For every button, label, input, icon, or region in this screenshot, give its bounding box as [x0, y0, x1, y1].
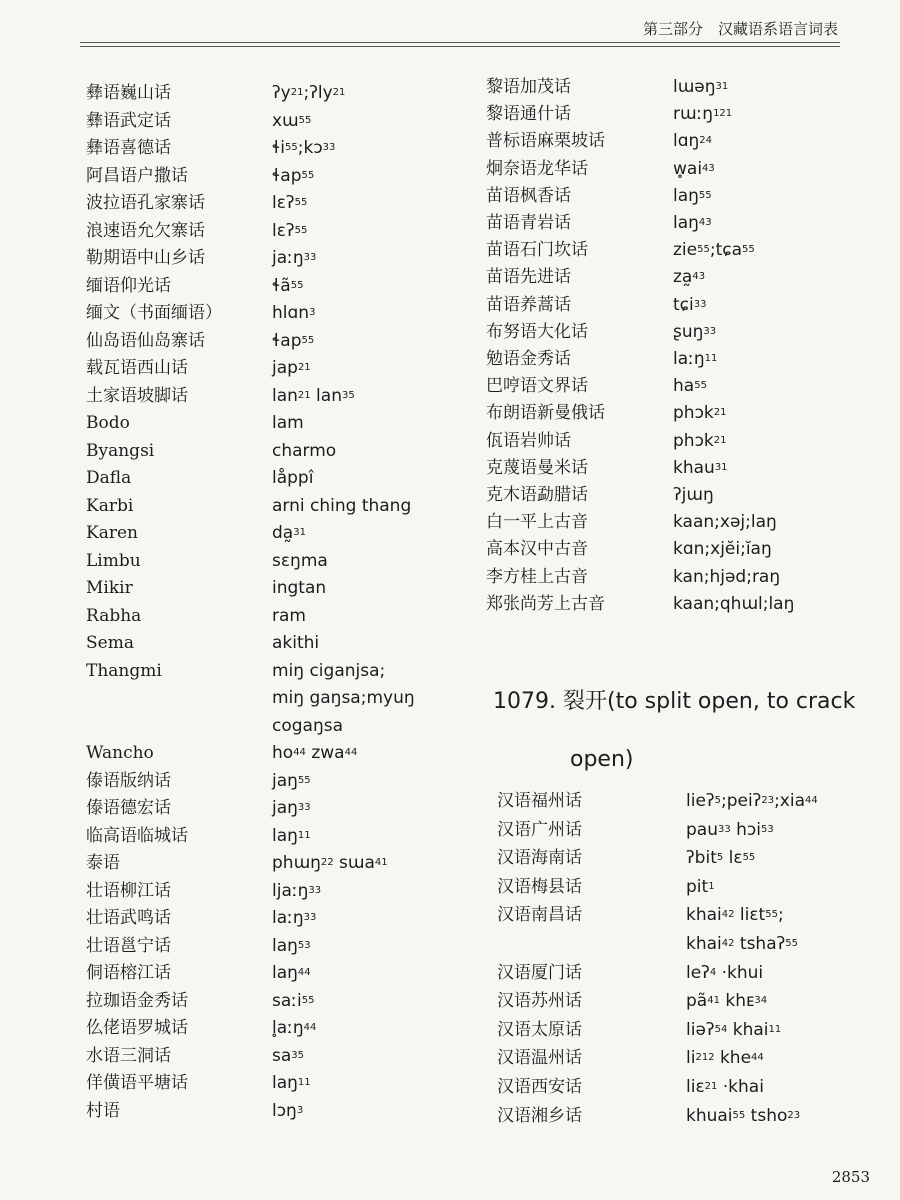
word-form: ɬi$^{55}$;kɔ$^{33}$ — [272, 138, 336, 158]
language-name: 布朗语新曼俄话 — [486, 403, 605, 424]
language-name: 汉语福州话 — [497, 791, 582, 811]
word-form: lɛʔ$^{55}$ — [272, 220, 308, 241]
word-form: ɬap$^{55}$ — [272, 165, 315, 186]
word-form: charmo — [272, 440, 337, 461]
word-form: liɛ$^{21}$ ·khai — [686, 1077, 764, 1097]
language-name: 缅文（书面缅语） — [86, 303, 222, 323]
language-name: 佤语岩帅话 — [486, 430, 571, 451]
language-name: 汉语厦门话 — [497, 962, 582, 983]
word-form: lam — [272, 413, 304, 433]
word-form: saːi$^{55}$ — [272, 990, 315, 1011]
word-form: ʔy$^{21}$;ʔly$^{21}$ — [272, 83, 346, 103]
language-name: 阿昌语户撒话 — [86, 165, 188, 186]
language-name: 傣语版纳话 — [86, 770, 171, 791]
language-name: 傣语德宏话 — [86, 798, 171, 818]
language-name: Bodo — [86, 413, 130, 433]
word-form: ɬã$^{55}$ — [272, 275, 304, 296]
language-name: 黎语通什话 — [486, 104, 571, 125]
language-name: 苗语先进话 — [486, 267, 571, 288]
page-number: 2853 — [831, 1168, 870, 1186]
header-rule — [80, 42, 840, 43]
word-form: jaːŋ$^{33}$ — [272, 248, 317, 268]
language-name: Limbu — [86, 550, 141, 571]
language-name: 黎语加茂话 — [486, 77, 571, 97]
word-form: phɔk$^{21}$ — [673, 403, 727, 424]
language-name: 李方桂上古音 — [486, 566, 588, 587]
word-form: pit$^1$ — [686, 876, 715, 897]
language-name: 苗语青岩话 — [486, 213, 571, 233]
language-name: Byangsi — [86, 440, 155, 461]
word-form: lieʔ$^5$;peiʔ$^{23}$;xia$^{44}$ — [686, 791, 818, 811]
word-form: jaŋ$^{33}$ — [272, 798, 311, 818]
word-form: jaŋ$^{55}$ — [272, 770, 311, 791]
language-name: 高本汉中古音 — [486, 539, 588, 560]
language-name: 汉语海南话 — [497, 848, 582, 869]
word-form: ʔjɯŋ — [673, 485, 714, 505]
section-heading-cont: open) — [570, 747, 634, 772]
language-name: 汉语广州话 — [497, 819, 582, 840]
language-name: 壮语邕宁话 — [86, 935, 171, 956]
word-form: kaan;qhɯl;laŋ — [673, 593, 795, 614]
word-form: $ho^{44}$ zwa$^{44}$ — [272, 743, 358, 763]
language-name: 苗语养蒿话 — [486, 294, 571, 315]
word-form: lɯəŋ$^{31}$ — [673, 77, 729, 97]
header-rule-thick — [80, 46, 840, 47]
word-form: akithi — [272, 633, 320, 653]
word-form: rɯːŋ$^{121}$ — [673, 104, 733, 125]
language-name: 壮语武鸣话 — [86, 908, 171, 928]
word-form: xɯ$^{55}$ — [272, 110, 312, 131]
word-form: leʔ$^4$ ·khui — [686, 962, 764, 983]
language-name: 拉珈语金秀话 — [86, 990, 188, 1011]
word-form-continued: khai$^{42}$ tshaʔ$^{55}$ — [686, 934, 799, 954]
word-form: lɔŋ$^3$ — [272, 1100, 304, 1121]
word-form: laŋ$^{44}$ — [272, 963, 311, 983]
word-form: phɯŋ$^{22}$ sɯa$^{41}$ — [272, 853, 388, 873]
language-name: 汉语南昌话 — [497, 905, 582, 926]
word-form: ɬap$^{55}$ — [272, 330, 315, 351]
word-form: zie$^{55}$;tɕa$^{55}$ — [673, 240, 755, 261]
language-name: 彝语武定话 — [86, 110, 171, 131]
language-name: 汉语西安话 — [497, 1077, 582, 1097]
language-name: 克木语勐腊话 — [486, 485, 588, 505]
language-name: 勒期语中山乡话 — [86, 248, 205, 268]
word-form: laŋ$^{53}$ — [272, 935, 311, 956]
word-form: ʂuŋ$^{33}$ — [673, 321, 717, 342]
word-form: arni ching thang — [272, 495, 412, 516]
word-form: khau$^{31}$ — [673, 457, 728, 478]
word-form: laːŋ$^{33}$ — [272, 908, 317, 928]
word-form: phɔk$^{21}$ — [673, 430, 727, 451]
language-name: 白一平上古音 — [486, 512, 588, 533]
language-name: 苗语枫香话 — [486, 185, 571, 206]
word-form: tɕi$^{33}$ — [673, 294, 707, 315]
word-form: jap$^{21}$ — [272, 358, 311, 378]
language-name: 布努语大化话 — [486, 321, 588, 342]
word-form: ʔbit$^5$ lɛ$^{55}$ — [686, 848, 756, 869]
language-name: 载瓦语西山话 — [86, 358, 188, 378]
language-name: 勉语金秀话 — [486, 349, 571, 369]
word-form: khai$^{42}$ liɛt$^{55}$; — [686, 905, 784, 926]
language-name: 泰语 — [86, 853, 120, 873]
word-form: lɑŋ$^{24}$ — [673, 131, 713, 152]
section-number: 1079. — [493, 689, 556, 714]
word-form: sɛŋma — [272, 550, 328, 571]
section-heading — [493, 688, 855, 716]
word-form-continued: cogaŋsa — [272, 715, 344, 736]
language-name: Wancho — [86, 743, 154, 763]
word-form: laŋ$^{43}$ — [673, 213, 712, 233]
word-form: $w̥ai^{43}$ — [673, 158, 715, 179]
word-form: laŋ$^{11}$ — [272, 825, 311, 846]
word-form: $ha^{55}$ — [673, 376, 707, 397]
word-form: laŋ$^{11}$ — [272, 1073, 311, 1093]
word-form: $sa^{35}$ — [272, 1045, 305, 1066]
word-form: lan$^{21}$ lan$^{35}$ — [272, 385, 355, 406]
language-name: 汉语湘乡话 — [497, 1105, 582, 1126]
word-form: kan;hjəd;raŋ — [673, 566, 781, 587]
word-form: $pã^{41}$ khᴇ$^{34}$ — [686, 991, 768, 1012]
language-name: Rabha — [86, 605, 142, 626]
language-name: 村语 — [86, 1100, 120, 1121]
language-name: 仫佬语罗城话 — [86, 1018, 188, 1038]
language-name: Sema — [86, 633, 134, 653]
language-name: Thangmi — [86, 660, 162, 681]
language-name: 汉语太原话 — [497, 1019, 582, 1040]
word-form: kɑn;xjĕi;ĭaŋ — [673, 539, 772, 560]
language-name: 苗语石门坎话 — [486, 240, 588, 261]
word-form: laŋ$^{55}$ — [673, 185, 712, 206]
word-form: $li^{212}$ khe$^{44}$ — [686, 1048, 764, 1069]
section-title-zh: 裂开 — [562, 689, 607, 714]
language-name: 波拉语孔家寨话 — [86, 193, 205, 213]
language-name: 佯僙语平塘话 — [86, 1073, 188, 1093]
language-name: Dafla — [86, 468, 132, 488]
language-name: 水语三洞话 — [86, 1045, 171, 1066]
word-form: ljaːŋ$^{33}$ — [272, 880, 322, 901]
language-name: 克蔑语曼米话 — [486, 457, 588, 478]
word-form: låppî — [272, 468, 314, 488]
language-name: 巴哼语文界话 — [486, 376, 588, 397]
word-form: hlɑn$^3$ — [272, 303, 316, 323]
language-name: 临高语临城话 — [86, 825, 188, 846]
word-form: ingtan — [272, 578, 327, 598]
language-name: Karen — [86, 523, 138, 543]
word-form: khuai$^{55}$ tsho$^{23}$ — [686, 1105, 801, 1126]
word-form: pau$^{33}$ hɔi$^{53}$ — [686, 819, 774, 840]
language-name: 汉语温州话 — [497, 1048, 582, 1069]
word-form: miŋ ciganjsa; — [272, 660, 386, 681]
language-name: 郑张尚芳上古音 — [486, 593, 605, 614]
language-name: 彝语喜德话 — [86, 138, 171, 158]
language-name: Karbi — [86, 495, 134, 516]
word-form: lɛʔ$^{55}$ — [272, 193, 308, 213]
word-form: l̥aːŋ$^{44}$ — [272, 1018, 317, 1038]
language-name: Mikir — [86, 578, 133, 598]
language-name: 普标语麻栗坡话 — [486, 131, 605, 152]
language-name: 仙岛语仙岛寨话 — [86, 330, 205, 351]
word-form: laːŋ$^{11}$ — [673, 349, 718, 369]
word-form: ram — [272, 605, 306, 626]
running-header: 第三部分 汉藏语系语言词表 — [642, 20, 838, 38]
language-name: 汉语梅县话 — [497, 876, 582, 897]
language-name: 壮语柳江话 — [86, 880, 171, 901]
word-form: liəʔ$^{54}$ khai$^{11}$ — [686, 1019, 782, 1040]
language-name: 汉语苏州话 — [497, 991, 582, 1012]
language-name: 炯奈语龙华话 — [486, 158, 588, 179]
word-form-continued: miŋ gaŋsa;myuŋ — [272, 688, 415, 708]
section-title-en: (to split open, to crack — [607, 689, 856, 714]
language-name: 侗语榕江话 — [86, 963, 171, 983]
language-name: 土家语坡脚话 — [86, 385, 188, 406]
language-name: 浪速语允欠寨话 — [86, 220, 205, 241]
language-name: 缅语仰光话 — [86, 275, 171, 296]
word-form: kaan;xəj;laŋ — [673, 512, 777, 533]
word-form: da̰$^{31}$ — [272, 523, 306, 543]
word-form: za̰$^{43}$ — [673, 267, 706, 288]
language-name: 彝语巍山话 — [86, 83, 171, 103]
